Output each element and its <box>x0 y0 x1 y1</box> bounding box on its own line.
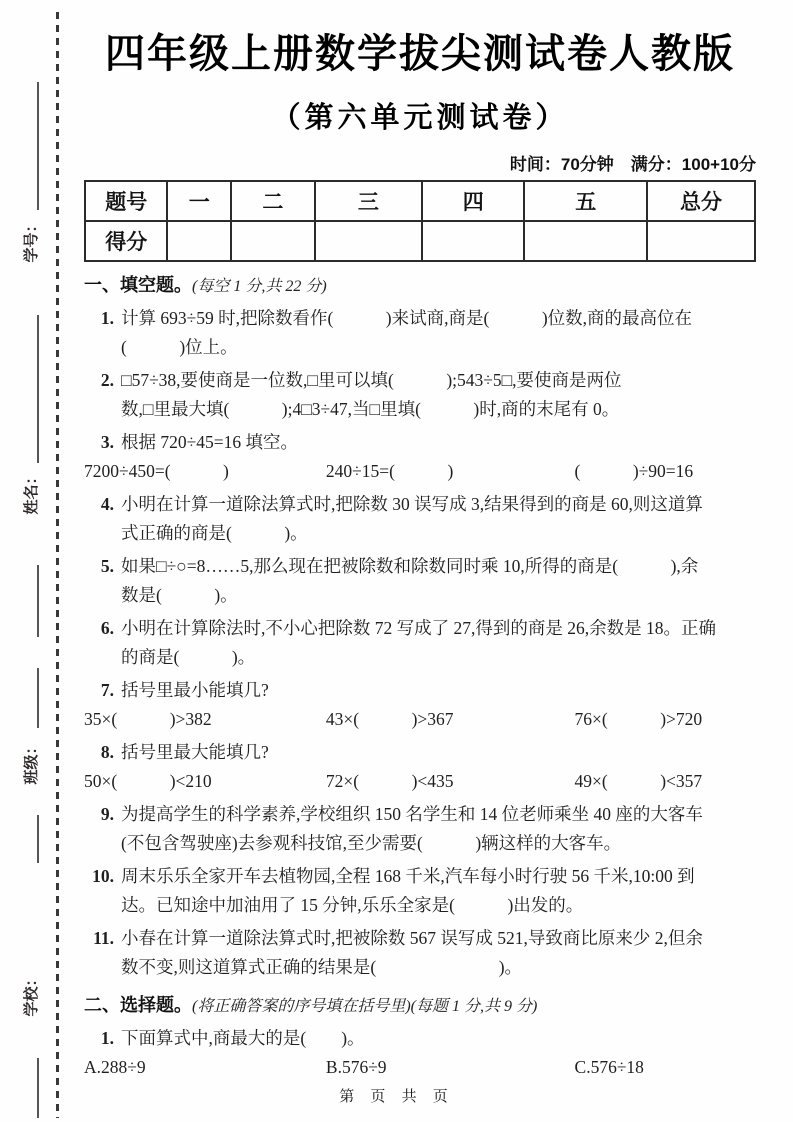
blank-expression: 72×( )<435 <box>325 771 454 791</box>
question-8 <box>84 738 756 796</box>
question-line: 为提高学生的科学素养,学校组织 150 名学生和 14 位老师乘坐 40 座的大客车 <box>121 804 703 824</box>
question-7 <box>84 676 756 734</box>
score-col-header: 总分 <box>647 181 755 221</box>
options-row <box>84 1053 756 1082</box>
score-cell <box>524 221 647 261</box>
question-line: 周末乐乐全家开车去植物园,全程 168 千米,汽车每小时行驶 56 千米,10:00 到 <box>121 866 695 886</box>
section-1-title: 一、填空题。 <box>84 275 192 295</box>
score-row-label: 得分 <box>85 221 167 261</box>
main-content <box>84 0 756 1082</box>
section-2-heading <box>84 992 756 1020</box>
question-line: ( )位上。 <box>121 337 238 357</box>
score-cell <box>647 221 755 261</box>
score-cell <box>167 221 231 261</box>
school-blank-line <box>37 815 39 863</box>
option-a: A.288÷9 <box>84 1057 146 1077</box>
question-line: 如果□÷○=8……5,那么现在把被除数和除数同时乘 10,所得的商是( ),余 <box>121 556 699 576</box>
question-number: 3. <box>100 432 114 452</box>
blank-expression: 7200÷450=( ) <box>84 461 229 481</box>
section-1-note: (每空 1 分,共 22 分) <box>192 278 327 295</box>
margin-label-student-id: 学号： <box>23 217 40 263</box>
score-col-header: 一 <box>167 181 231 221</box>
question-line: 数不变,则这道算式正确的结果是( )。 <box>121 957 523 977</box>
blank-expression: 76×( )>720 <box>574 709 703 729</box>
question-2 <box>84 366 756 424</box>
section-2-title: 二、选择题。 <box>84 995 192 1015</box>
margin-dashed-fold-line <box>56 12 59 1118</box>
question-parts-row <box>84 705 756 734</box>
student-id-blank-line <box>37 82 39 210</box>
footer-page-text: 第 页 共 页 <box>339 1088 454 1105</box>
question-4 <box>84 490 756 548</box>
question-number: 1. <box>100 1028 114 1048</box>
question-line: 下面算式中,商最大的是( )。 <box>121 1028 365 1048</box>
option-b: B.576÷9 <box>325 1057 387 1077</box>
blank-expression: ( )÷90=16 <box>574 461 694 481</box>
margin-label-class: 班级： <box>23 739 40 785</box>
question-number: 5. <box>100 556 114 576</box>
score-col-header: 三 <box>315 181 422 221</box>
question-3 <box>84 428 756 486</box>
question-line: 数是( )。 <box>121 585 238 605</box>
score-col-header: 五 <box>524 181 647 221</box>
question-parts-row <box>84 767 756 796</box>
question-line: 达。已知途中加油用了 15 分钟,乐乐全家是( )出发的。 <box>121 895 584 915</box>
margin-label-school: 学校： <box>23 971 40 1017</box>
blank-expression: 49×( )<357 <box>574 771 703 791</box>
blank-expression: 35×( )>382 <box>84 709 212 729</box>
question-number: 9. <box>100 804 114 824</box>
score-cell <box>231 221 315 261</box>
section2-question-1 <box>84 1024 756 1082</box>
score-cell <box>315 221 422 261</box>
question-line: 小明在计算除法时,不小心把除数 72 写成了 27,得到的商是 26,余数是 18。正确 <box>121 618 716 638</box>
question-line: 式正确的商是( )。 <box>121 523 308 543</box>
score-col-header: 四 <box>422 181 525 221</box>
question-number: 6. <box>100 618 114 638</box>
page-subtitle: （第六单元测试卷） <box>271 102 569 134</box>
margin-label-name: 姓名： <box>23 469 40 515</box>
blank-expression: 50×( )<210 <box>84 771 212 791</box>
name-blank-line <box>37 315 39 463</box>
blank-expression: 240÷15=( ) <box>325 461 454 481</box>
question-11 <box>84 924 756 982</box>
section-2-note: (将正确答案的序号填在括号里)(每题 1 分,共 9 分) <box>192 998 538 1015</box>
question-5 <box>84 552 756 610</box>
question-line: 的商是( )。 <box>121 647 256 667</box>
score-table <box>84 180 756 262</box>
class-blank-line <box>37 565 39 637</box>
question-line: 根据 720÷45=16 填空。 <box>121 432 298 452</box>
page-title: 四年级上册数学拔尖测试卷人教版 <box>105 32 735 76</box>
question-parts-row <box>84 457 756 486</box>
question-line: 小明在计算一道除法算式时,把除数 30 误写成 3,结果得到的商是 60,则这道算 <box>121 494 703 514</box>
score-col-header: 题号 <box>85 181 167 221</box>
option-c: C.576÷18 <box>574 1057 644 1077</box>
question-line: 计算 693÷59 时,把除数看作( )来试商,商是( )位数,商的最高位在 <box>121 308 693 328</box>
question-number: 8. <box>100 742 114 762</box>
exam-meta: 时间：70分钟 满分：100+10分 <box>509 155 756 174</box>
question-line: 数,□里最大填( );4□3÷47,当□里填( )时,商的末尾有 0。 <box>121 399 620 419</box>
question-1 <box>84 304 756 362</box>
question-10 <box>84 862 756 920</box>
score-cell <box>422 221 525 261</box>
section-1-heading <box>84 272 756 300</box>
score-table-header-row <box>85 181 755 221</box>
question-number: 2. <box>100 370 114 390</box>
question-9 <box>84 800 756 858</box>
question-line: 括号里最小能填几? <box>121 680 269 700</box>
question-line: 小春在计算一道除法算式时,把被除数 567 误写成 521,导致商比原来少 2,但余 <box>121 928 703 948</box>
question-number: 7. <box>100 680 114 700</box>
question-number: 10. <box>92 866 114 886</box>
score-col-header: 二 <box>231 181 315 221</box>
question-number: 11. <box>93 928 114 948</box>
question-line: 括号里最大能填几? <box>121 742 269 762</box>
question-line: □57÷38,要使商是一位数,□里可以填( );543÷5□,要使商是两位 <box>121 370 622 390</box>
score-table-score-row <box>85 221 755 261</box>
question-number: 1. <box>100 308 114 328</box>
question-number: 4. <box>100 494 114 514</box>
blank-expression: 43×( )>367 <box>325 709 454 729</box>
question-6 <box>84 614 756 672</box>
class-blank-line <box>37 668 39 728</box>
question-line: (不包含驾驶座)去参观科技馆,至少需要( )辆这样的大客车。 <box>121 833 622 853</box>
